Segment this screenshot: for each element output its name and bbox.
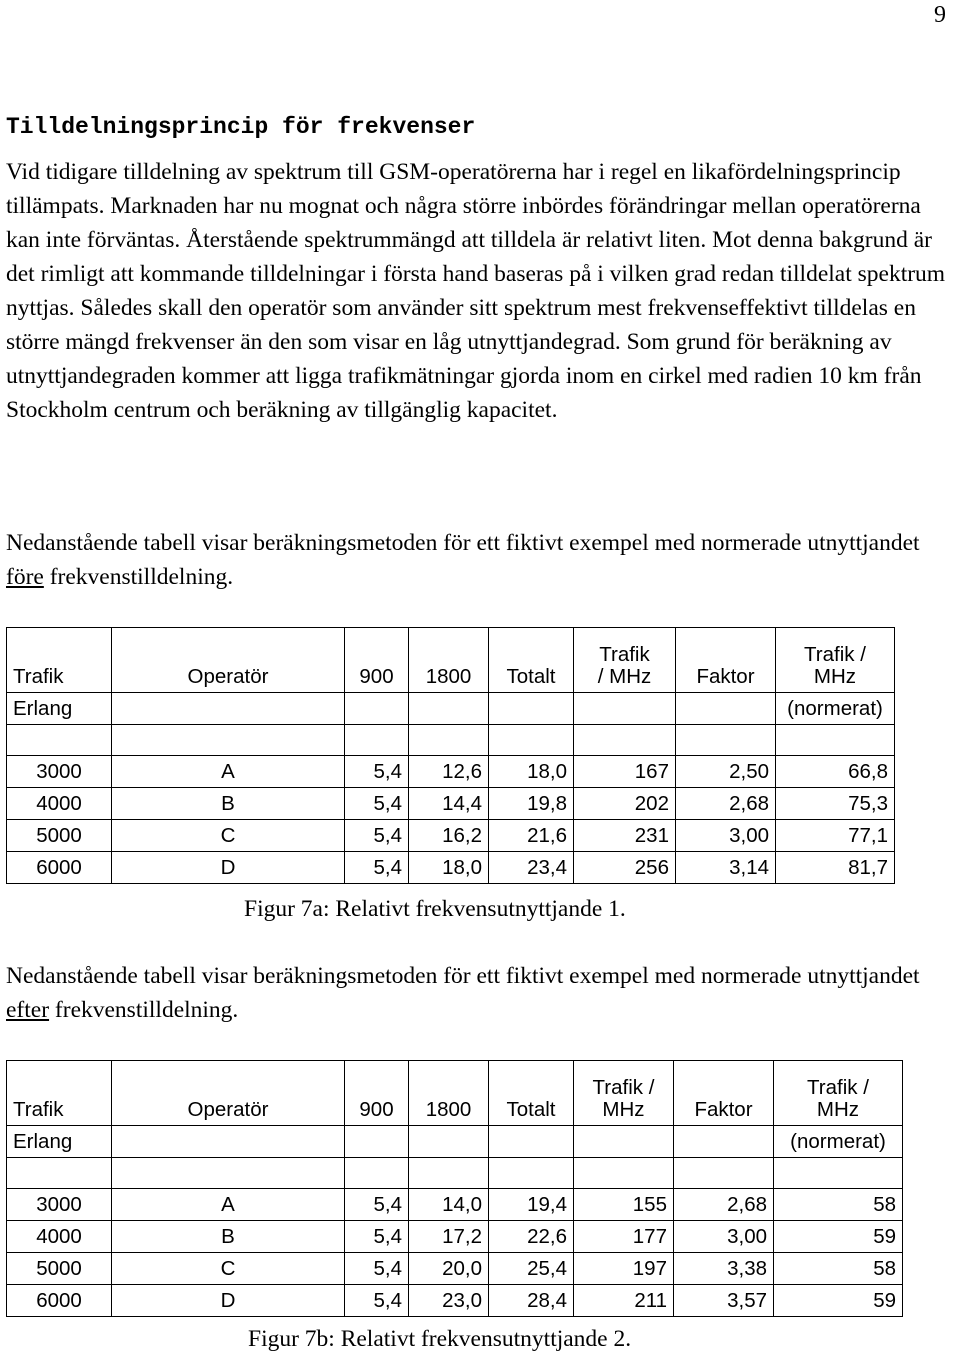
- t2-header-norm-b: MHz: [816, 1098, 860, 1121]
- figure-caption-7a: Figur 7a: Relativt frekvensutnyttjande 1.: [244, 896, 626, 922]
- p3-text-before: Nedanstående tabell visar beräkningsmetoden för ett fiktivt exempel med normerade utnyttjandet: [6, 963, 920, 989]
- t1-header-1800: 1800: [409, 628, 489, 693]
- t1-cell: 19,8: [489, 788, 574, 820]
- t1-cell: 3,14: [676, 852, 776, 884]
- p3-emphasis: efter: [6, 997, 50, 1023]
- t1-header-trafik-mhz-a: Trafik: [599, 643, 650, 666]
- t1-header-totalt: Totalt: [489, 628, 574, 693]
- table-row: [7, 1285, 903, 1317]
- t2-cell: 59: [774, 1221, 903, 1253]
- t1-header-trafik-mhz: [574, 628, 676, 693]
- t2-header-faktor: Faktor: [674, 1061, 774, 1126]
- t2-header-trafik-mhz-a: Trafik /: [592, 1076, 655, 1099]
- t1-cell: 256: [574, 852, 676, 884]
- t1-cell: 66,8: [776, 756, 895, 788]
- t2-cell: 22,6: [489, 1221, 574, 1253]
- table-after: [6, 1060, 903, 1317]
- t2-header-900: 900: [345, 1061, 409, 1126]
- t2-cell: 25,4: [489, 1253, 574, 1285]
- t2-cell: 58: [774, 1189, 903, 1221]
- t1-header-norm-b: MHz: [813, 665, 857, 688]
- t1-cell: 2,68: [676, 788, 776, 820]
- t1-cell: 5000: [7, 820, 112, 852]
- t1-header-norm-c: (normerat): [776, 693, 895, 725]
- t2-cell: 23,0: [409, 1285, 489, 1317]
- p2-emphasis: före: [6, 564, 44, 590]
- t2-header-1800: 1800: [409, 1061, 489, 1126]
- t1-header-norm-a: Trafik /: [804, 643, 866, 666]
- t2-cell: 4000: [7, 1221, 112, 1253]
- t2-cell: 59: [774, 1285, 903, 1317]
- p2-text-after: frekvenstilldelning.: [43, 564, 234, 590]
- t2-cell: 211: [574, 1285, 674, 1317]
- t1-cell: 3000: [7, 756, 112, 788]
- t2-header-trafik-mhz: [574, 1061, 674, 1126]
- t2-cell: 5,4: [345, 1253, 409, 1285]
- t2-header-norm-c: (normerat): [774, 1126, 903, 1158]
- t1-header-900: 900: [345, 628, 409, 693]
- t2-header-trafik-mhz-b: MHz: [602, 1098, 645, 1121]
- t2-cell: 17,2: [409, 1221, 489, 1253]
- table-row: [7, 1221, 903, 1253]
- t1-cell: 77,1: [776, 820, 895, 852]
- t1-cell: 16,2: [409, 820, 489, 852]
- table-row: [7, 756, 895, 788]
- t1-cell: 5,4: [345, 852, 409, 884]
- t2-cell: 5,4: [345, 1189, 409, 1221]
- table-row: [7, 852, 895, 884]
- t1-cell: 14,4: [409, 788, 489, 820]
- t2-cell: 177: [574, 1221, 674, 1253]
- table-row: [7, 820, 895, 852]
- t1-header-trafik-mhz-b: / MHz: [597, 665, 652, 688]
- t2-cell: 5000: [7, 1253, 112, 1285]
- t2-cell: C: [112, 1253, 345, 1285]
- t1-cell: B: [112, 788, 345, 820]
- t1-cell: 3,00: [676, 820, 776, 852]
- t1-header-normerat-top: [776, 628, 895, 693]
- t1-cell: 231: [574, 820, 676, 852]
- t1-cell: D: [112, 852, 345, 884]
- t2-cell: 6000: [7, 1285, 112, 1317]
- t1-header-faktor: Faktor: [676, 628, 776, 693]
- t1-cell: 5,4: [345, 756, 409, 788]
- figure-caption-7b: Figur 7b: Relativt frekvensutnyttjande 2.: [248, 1326, 632, 1352]
- t1-cell: C: [112, 820, 345, 852]
- table-row: [7, 788, 895, 820]
- t1-cell: 5,4: [345, 788, 409, 820]
- t2-cell: 20,0: [409, 1253, 489, 1285]
- table-row: [7, 1253, 903, 1285]
- t2-cell: 28,4: [489, 1285, 574, 1317]
- intro-paragraph: Vid tidigare tilldelning av spektrum till GSM-operatörerna har i regel en likafördelningsprincip tillämpats. Marknaden har nu mognat och några större inbördes förändringar mellan operatörerna kan inte förväntas. Återstående spektrummängd att tilldela är relativt liten. Mot denna bakgrund är det rimligt att kommande tilldelningar i första hand baseras på i vilken grad redan tilldelat spektrum nyttjas. Således skall den operatör som använder sitt spektrum mest frekvenseffektivt tilldelas en större mängd frekvenser än den som visar en låg utnyttjandegrad. Som grund för beräkning av utnyttjandegraden kommer att ligga trafikmätningar gjorda inom en cirkel med radien 10 km från Stockholm centrum och beräkning av tillgänglig kapacitet.: [6, 159, 946, 423]
- t1-cell: 18,0: [489, 756, 574, 788]
- t1-header-erlang: Erlang: [7, 693, 112, 725]
- t1-header-operator: Operatör: [112, 628, 345, 693]
- t2-cell: 155: [574, 1189, 674, 1221]
- t2-header-normerat-top: [774, 1061, 903, 1126]
- t2-cell: B: [112, 1221, 345, 1253]
- t1-cell: 5,4: [345, 820, 409, 852]
- table-before: [6, 627, 895, 884]
- t1-cell: 2,50: [676, 756, 776, 788]
- t2-cell: 19,4: [489, 1189, 574, 1221]
- t2-cell: 3,57: [674, 1285, 774, 1317]
- t1-cell: 202: [574, 788, 676, 820]
- table1-intro-paragraph: [6, 526, 956, 594]
- t2-cell: D: [112, 1285, 345, 1317]
- t2-cell: A: [112, 1189, 345, 1221]
- t1-cell: 12,6: [409, 756, 489, 788]
- t2-cell: 2,68: [674, 1189, 774, 1221]
- t1-cell: 6000: [7, 852, 112, 884]
- t2-header-norm-a: Trafik /: [807, 1076, 869, 1099]
- t1-header-trafik: Trafik: [7, 628, 112, 693]
- t2-cell: 197: [574, 1253, 674, 1285]
- t1-cell: A: [112, 756, 345, 788]
- p3-text-after: frekvenstilldelning.: [49, 997, 239, 1023]
- t2-cell: 5,4: [345, 1285, 409, 1317]
- t2-cell: 3,38: [674, 1253, 774, 1285]
- t1-cell: 21,6: [489, 820, 574, 852]
- t2-cell: 58: [774, 1253, 903, 1285]
- page-number: 9: [934, 2, 946, 28]
- t1-cell: 81,7: [776, 852, 895, 884]
- t2-cell: 3,00: [674, 1221, 774, 1253]
- t2-header-trafik: Trafik: [7, 1061, 112, 1126]
- table-row: [7, 1189, 903, 1221]
- t2-header-totalt: Totalt: [489, 1061, 574, 1126]
- t2-cell: 14,0: [409, 1189, 489, 1221]
- t1-cell: 23,4: [489, 852, 574, 884]
- t1-cell: 75,3: [776, 788, 895, 820]
- t1-cell: 18,0: [409, 852, 489, 884]
- p2-text-before: Nedanstående tabell visar beräkningsmetoden för ett fiktivt exempel med normerade utnyttjandet: [6, 530, 920, 556]
- t2-header-operator: Operatör: [112, 1061, 345, 1126]
- t2-header-erlang: Erlang: [7, 1126, 112, 1158]
- t2-cell: 3000: [7, 1189, 112, 1221]
- t2-cell: 5,4: [345, 1221, 409, 1253]
- table2-intro-paragraph: [6, 959, 956, 1027]
- t1-cell: 167: [574, 756, 676, 788]
- t1-cell: 4000: [7, 788, 112, 820]
- section-heading: Tilldelningsprincip för frekvenser: [6, 114, 476, 140]
